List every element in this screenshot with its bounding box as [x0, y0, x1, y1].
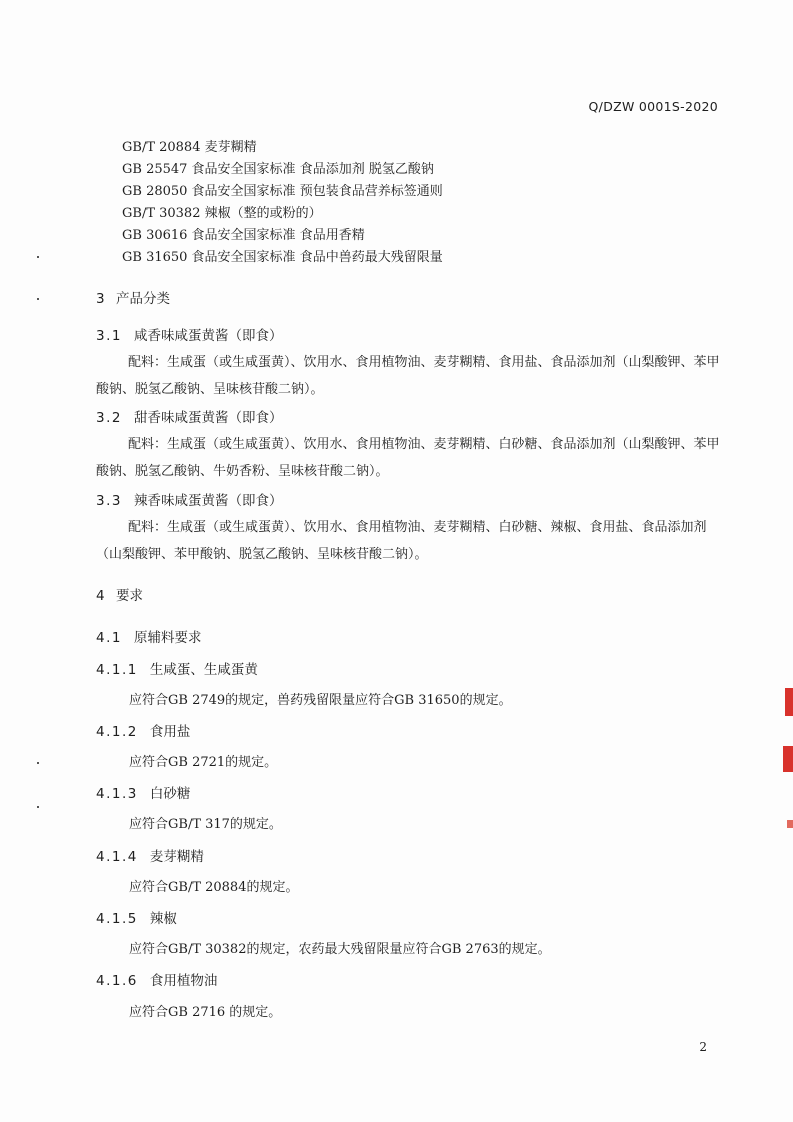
- scan-mark: [37, 806, 39, 808]
- reference-line: GB/T 20884 麦芽糊精: [122, 140, 257, 155]
- clause-number: 4.1.1: [96, 662, 138, 678]
- clause-title: 麦芽糊精: [149, 849, 204, 865]
- clause-text: 应符合GB 2721的规定。: [129, 755, 278, 770]
- standard-code: Q/DZW 0001S-2020: [588, 99, 718, 114]
- subsection-number: 4.1: [96, 630, 122, 646]
- subsection-heading: [96, 406, 282, 426]
- clause-text: 应符合GB 2716 的规定。: [129, 1005, 282, 1020]
- clause-title: 生咸蛋、生咸蛋黄: [149, 662, 258, 678]
- clause-number: 4.1.6: [96, 973, 138, 989]
- subsection-number: 3.3: [96, 493, 122, 509]
- scan-mark: [37, 762, 39, 764]
- clause-number: 4.1.2: [96, 724, 138, 740]
- reference-line: GB 25547 食品安全国家标准 食品添加剂 脱氢乙酸钠: [122, 162, 434, 177]
- subsection-number: 3.2: [96, 410, 122, 426]
- scan-mark: [37, 256, 39, 258]
- subsection-title: 辣香味咸蛋黄酱（即食）: [133, 493, 283, 509]
- clause-title: 食用盐: [149, 724, 191, 740]
- section-heading: 3 产品分类: [96, 291, 170, 307]
- clause-heading: [96, 845, 204, 865]
- clause-number: 4.1.4: [96, 849, 138, 865]
- clause-text: 应符合GB/T 20884的规定。: [129, 880, 299, 895]
- clause-title: 白砂糖: [149, 786, 191, 802]
- section-title: 要求: [116, 588, 143, 604]
- paragraph: 配料：生咸蛋（或生咸蛋黄）、饮用水、食用植物油、麦芽糊精、食用盐、食品添加剂（山梨酸钾、苯甲酸钠、脱氢乙酸钠、呈味核苷酸二钠）。: [96, 355, 720, 397]
- section-heading: 4 要求: [96, 588, 143, 604]
- subsection-title: 咸香味咸蛋黄酱（即食）: [133, 328, 283, 344]
- clause-heading: [96, 658, 258, 678]
- clause-heading: [96, 907, 177, 927]
- clause-heading: [96, 969, 217, 989]
- clause-text: 应符合GB/T 317的规定。: [129, 817, 282, 832]
- paragraph: 配料：生咸蛋（或生咸蛋黄）、饮用水、食用植物油、麦芽糊精、白砂糖、食品添加剂（山梨酸钾、苯甲酸钠、脱氢乙酸钠、牛奶香粉、呈味核苷酸二钠）。: [96, 437, 720, 479]
- seal-fragment: [785, 688, 793, 716]
- seal-fragment: [787, 820, 793, 828]
- subsection-number: 3.1: [96, 328, 122, 344]
- reference-line: GB 28050 食品安全国家标准 预包装食品营养标签通则: [122, 184, 443, 199]
- clause-heading: [96, 720, 190, 740]
- reference-line: GB/T 30382 辣椒（整的或粉的）: [122, 206, 322, 221]
- clause-text: 应符合GB/T 30382的规定，农药最大残留限量应符合GB 2763的规定。: [129, 942, 551, 957]
- subsection-heading: [96, 489, 282, 509]
- reference-line: GB 30616 食品安全国家标准 食品用香精: [122, 228, 365, 243]
- clause-title: 食用植物油: [149, 973, 218, 989]
- clause-number: 4.1.5: [96, 911, 138, 927]
- subsection-heading: [96, 324, 282, 344]
- page-number: 2: [699, 1040, 707, 1054]
- paragraph: 配料：生咸蛋（或生咸蛋黄）、饮用水、食用植物油、麦芽糊精、白砂糖、辣椒、食用盐、食品添加剂（山梨酸钾、苯甲酸钠、脱氢乙酸钠、呈味核苷酸二钠）。: [96, 520, 707, 562]
- clause-number: 4.1.3: [96, 786, 138, 802]
- subsection-heading: [96, 626, 201, 646]
- subsection-title: 甜香味咸蛋黄酱（即食）: [133, 410, 283, 426]
- subsection-title: 原辅料要求: [133, 630, 202, 646]
- scan-mark: [37, 298, 39, 300]
- section-title: 产品分类: [116, 291, 170, 307]
- seal-fragment: [783, 746, 793, 772]
- clause-heading: [96, 782, 190, 802]
- clause-text: 应符合GB 2749的规定，兽药残留限量应符合GB 31650的规定。: [129, 693, 512, 708]
- reference-line: GB 31650 食品安全国家标准 食品中兽药最大残留限量: [122, 250, 443, 265]
- clause-title: 辣椒: [149, 911, 177, 927]
